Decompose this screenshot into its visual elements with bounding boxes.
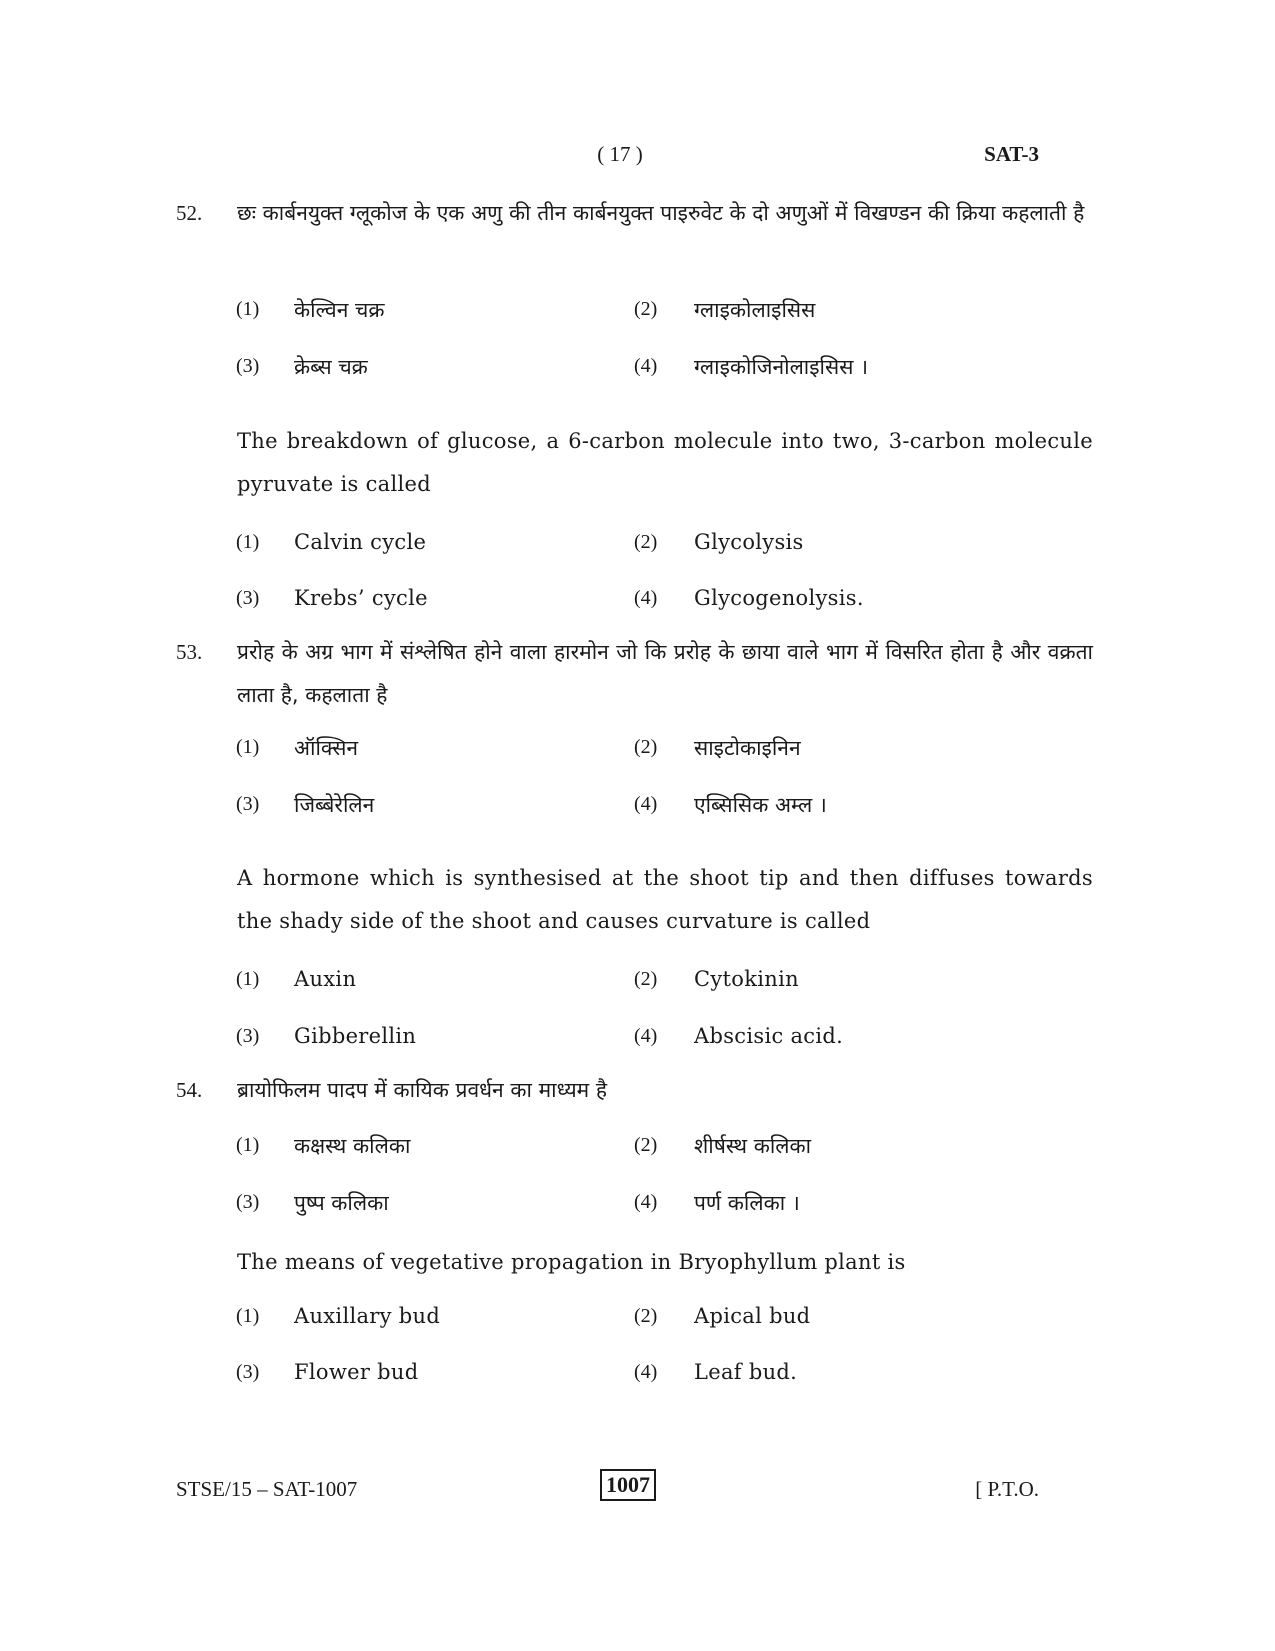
option-text: Cytokinin [694, 967, 799, 991]
option-text: शीर्षस्थ कलिका [694, 1134, 812, 1158]
option-number: (4) [634, 1361, 658, 1383]
option-number: (4) [634, 1025, 658, 1047]
option-text: साइटोकाइनिन [694, 736, 801, 760]
footer-pto: [ P.T.O. [975, 1477, 1039, 1501]
option-number: (2) [634, 298, 658, 320]
option-number: (2) [634, 968, 658, 990]
option-text: Auxillary bud [294, 1304, 441, 1328]
option-number: (1) [236, 736, 260, 758]
option-number: (3) [236, 1361, 260, 1383]
option-text: Flower bud [294, 1360, 419, 1384]
question-number: 53. [176, 640, 203, 664]
option-number: (3) [236, 1025, 260, 1047]
question-number: 52. [176, 201, 203, 225]
question-stem-hindi: छः कार्बनयुक्त ग्लूकोज के एक अणु की तीन कार्बनयुक्त पाइरुवेट के दो अणुओं में विखण्डन की क्रिया कहलाती है [237, 201, 1085, 225]
option-number: (2) [634, 1305, 658, 1327]
option-text: Leaf bud. [694, 1360, 798, 1384]
question-stem-english: The means of vegetative propagation in Bryophyllum plant is [237, 1250, 906, 1274]
option-text: Calvin cycle [294, 530, 427, 554]
option-text: क्रेब्स चक्र [294, 355, 368, 379]
set-code: SAT-3 [984, 142, 1039, 166]
option-text: Krebs’ cycle [294, 586, 428, 610]
option-number: (3) [236, 355, 260, 377]
option-text: ग्लाइकोलाइसिस [694, 298, 816, 322]
option-text: पर्ण कलिका । [694, 1191, 800, 1215]
option-number: (2) [634, 736, 658, 758]
option-number: (4) [634, 587, 658, 609]
option-text: पुष्प कलिका [294, 1191, 389, 1215]
question-stem-hindi: प्ररोह के अग्र भाग में संश्लेषित होने वाला हारमोन जो कि प्ररोह के छाया वाले भाग में विसरित होता है और वक्रता लाता है, कहलाता है [237, 640, 1093, 707]
option-text: Auxin [294, 967, 357, 991]
option-text: Apical bud [694, 1304, 811, 1328]
option-number: (3) [236, 793, 260, 815]
option-number: (4) [634, 793, 658, 815]
option-number: (1) [236, 298, 260, 320]
option-number: (1) [236, 531, 260, 553]
option-number: (3) [236, 587, 260, 609]
option-text: ऑक्सिन [294, 736, 359, 760]
option-text: एब्सिसिक अम्ल । [694, 793, 827, 817]
option-number: (4) [634, 355, 658, 377]
option-text: Abscisic acid. [694, 1024, 844, 1048]
option-text: Glycolysis [694, 530, 804, 554]
option-number: (2) [634, 1134, 658, 1156]
question-stem-hindi: ब्रायोफिलम पादप में कायिक प्रवर्धन का माध्यम है [237, 1078, 608, 1102]
option-number: (4) [634, 1191, 658, 1213]
question-stem-english: The breakdown of glucose, a 6-carbon molecule into two, 3-carbon molecule pyruvate is called [237, 429, 1093, 496]
option-text: Gibberellin [294, 1024, 417, 1048]
option-text: Glycogenolysis. [694, 586, 864, 610]
footer-paper-code: STSE/15 – SAT-1007 [176, 1477, 358, 1501]
option-text: जिब्बेरेलिन [294, 793, 375, 817]
option-text: ग्लाइकोजिनोलाइसिस । [694, 355, 869, 379]
footer-boxed-code: 1007 [600, 1469, 656, 1501]
option-number: (3) [236, 1191, 260, 1213]
option-number: (1) [236, 968, 260, 990]
question-number: 54. [176, 1078, 203, 1102]
option-text: केल्विन चक्र [294, 298, 385, 322]
option-number: (2) [634, 531, 658, 553]
page-number: ( 17 ) [597, 142, 643, 166]
option-text: कक्षस्थ कलिका [294, 1134, 411, 1158]
option-number: (1) [236, 1134, 260, 1156]
option-number: (1) [236, 1305, 260, 1327]
question-stem-english: A hormone which is synthesised at the shoot tip and then diffuses towards the shady side of the shoot and causes curvature is called [237, 866, 1093, 933]
